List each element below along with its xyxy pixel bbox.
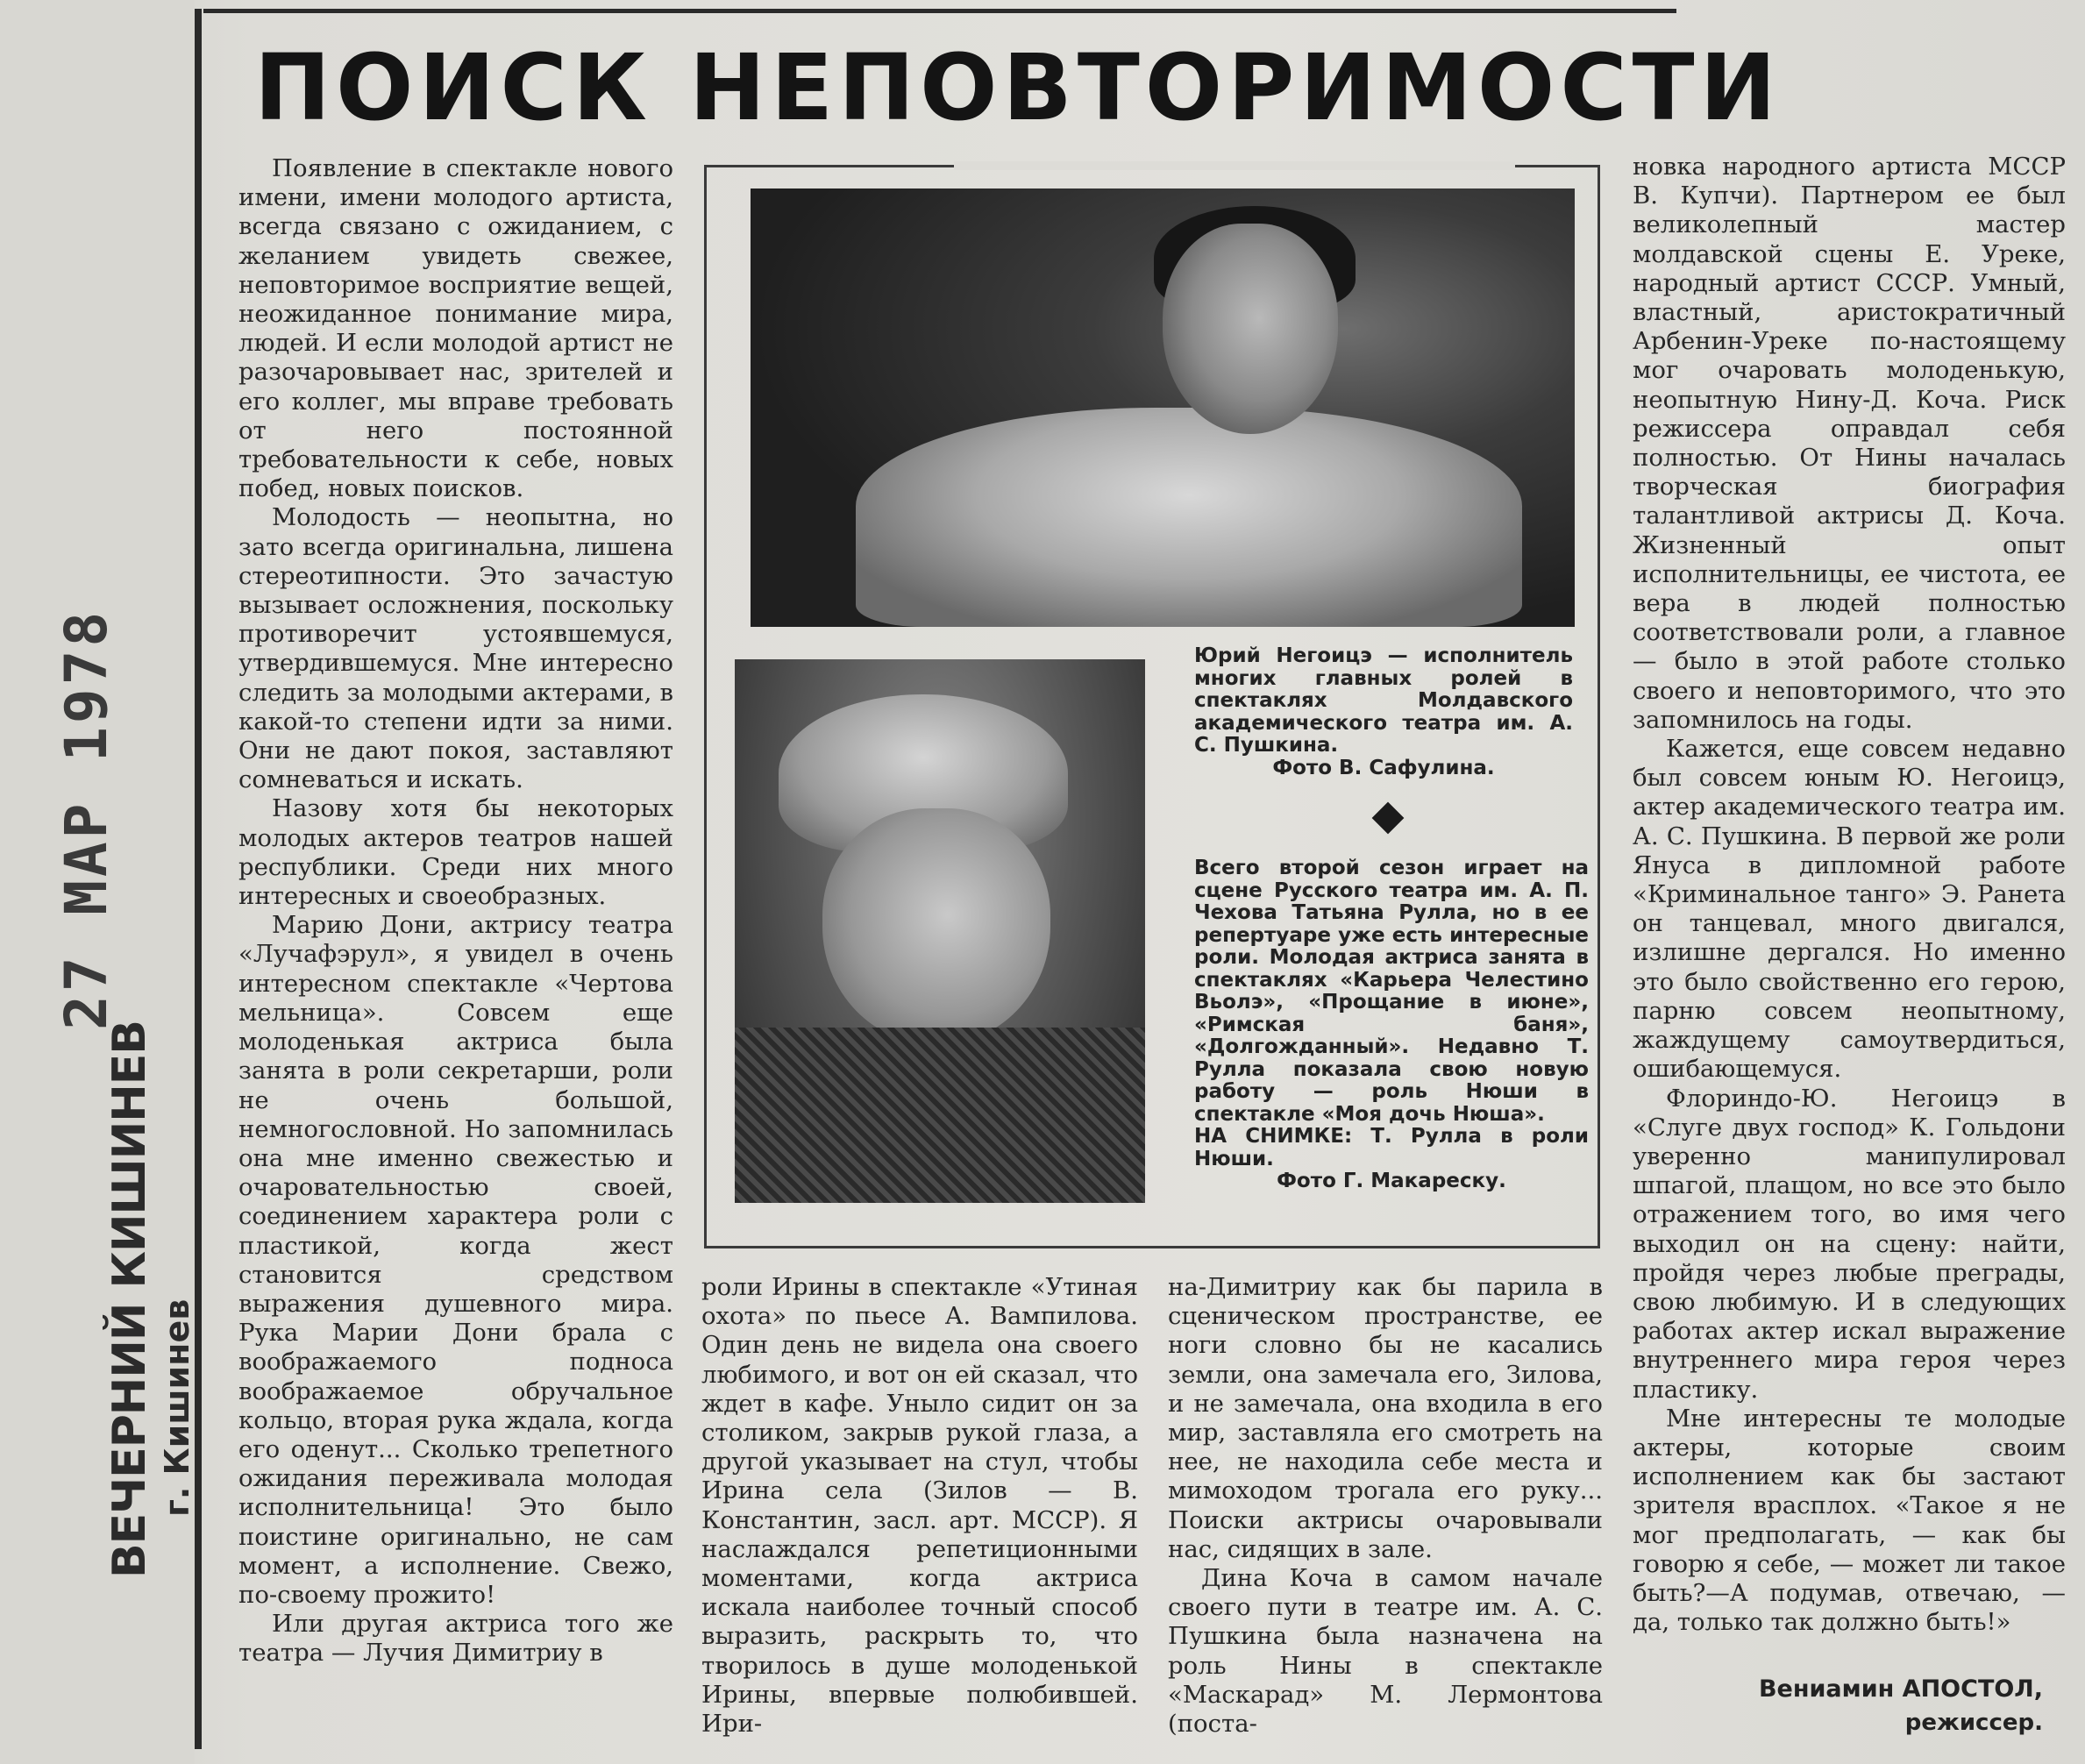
photo-figure-head	[1163, 224, 1338, 434]
article-column-2	[701, 1273, 1138, 1739]
paragraph: Молодость — неопытна, но зато всегда оригинальна, лишена стереотипности. Это зачастую вызывает осложнения, поскольку противоречит устоявшемуся, утвердившемуся. Мне интересно следить за молодыми актерами, в какой-то степени идти за ними. Они не дают покоя, заставляют сомневаться и искать.	[238, 503, 673, 794]
paragraph: Кажется, еще совсем недавно был совсем юным Ю. Негоицэ, актер академического театра им. А. С. Пушкина. В первой же роли Януса в дипломной работе «Криминальное танго» Э. Ранета он танцевал, много двигался, излишне дергался. Но именно это было свойственно его герою, парню совсем неопытному, жаждущему самоутвердиться, ошибающемуся.	[1633, 735, 2066, 1084]
photo-caption-1	[1194, 645, 1573, 779]
paragraph: Появление в спектакле нового имени, имени молодого артиста, всегда связано с ожиданием, с желанием увидеть свежее, неповторимое восприятие вещей, неожиданное понимание мира, людей. И если молодой артист не разочаровывает нас, зрителей и его коллег, мы вправе требовать от него постоянной требовательности к себе, новых побед, новых поисков.	[238, 154, 673, 503]
author-signature	[1710, 1673, 2043, 1739]
article-column-1	[238, 154, 673, 1668]
photo-caption-2	[1194, 857, 1589, 1193]
caption-text: Всего второй сезон играет на сцене Русского театра им. А. П. Чехова Татьяна Рулла, но в ее репертуаре уже есть интересные роли. Молодая актриса занята в спектаклях «Карьера Челестино Вьолэ», «Прощание в июне», «Римская баня», «Долгожданный». Недавно Т. Рулла показала свою новую работу — роль Нюши в спектакле «Моя дочь Нюша».	[1194, 857, 1589, 1126]
paragraph: новка народного артиста МССР В. Купчи). Партнером ее был великолепный мастер молдавской сцены Е. Уреке, народный артист СССР. Умный, властный, аристократичный Арбенин-Уреке по-настоящему мог очаровать молоденькую, неопытную Нину-Д. Коча. Риск режиссера оправдал себя полностью. От Нины началась творческая биография талантливой актрисы Д. Коча. Жизненный опыт исполнительницы, ее чистота, ее вера в людей полностью соответствовали роли, а главное — было в этой работе столько своего и неповторимого, что это запомнилось на годы.	[1633, 153, 2066, 734]
paragraph: Мне интересны те молодые актеры, которые своим исполнением как бы застают зрителя врасплох. «Такое я не мог предполагать, — как бы говорю я себе, — может ли такое быть?—А подумав, отвечаю, — да, только так должно быть!»	[1633, 1404, 2066, 1637]
photo-tatiana-rulla	[735, 659, 1145, 1203]
caption-text: Юрий Негоицэ — исполнитель многих главных ролей в спектаклях Молдавского академического театра им. А. С. Пушкина.	[1194, 644, 1573, 757]
article-headline: ПОИСК НЕПОВТОРИМОСТИ	[254, 34, 1782, 141]
paragraph: на-Димитриу как бы парила в сценическом пространстве, ее ноги словно бы не касались земли, она замечала его, Зилова, и не замечала, она входила в его мир, заставляла его смотреть на нее, не находила себе места и мимоходом трогала его руку... Поиски актрисы очаровывали нас, сидящих в зале.	[1168, 1273, 1603, 1563]
photo-figure-sweater	[735, 1028, 1145, 1203]
date-stamp: 27 МАР 1978	[53, 608, 120, 1030]
newspaper-city: г. Кишинев	[158, 1298, 196, 1517]
paragraph: роли Ирины в спектакле «Утиная охота» по пьесе А. Вампилова. Один день не видела она своего любимого, и вот он ей сказал, что ждет в кафе. Уныло сидит он за столиком, закрыв рукой глаза, а другой указывает на стул, чтобы Ирина села (Зилов — В. Константин, засл. арт. МССР). Я наслаждался репетиционными моментами, когда актриса искала наиболее точный способ выразить, раскрыть то, что творилось в душе молоденькой Ирины, впервые полюбившей. Ири-	[701, 1273, 1139, 1739]
paragraph: Флориндо-Ю. Негоицэ в «Слуге двух господ» К. Гольдони уверенно манипулировал шпагой, плащом, но все это было отражением того, во имя чего выходил он на сцену: найти, пройдя через любые преграды, свою любимую. И в следующих работах актер искал выражение внутреннего мира героя через пластику.	[1633, 1084, 2066, 1404]
photo-figure-face	[822, 808, 1050, 1045]
author-name: Вениамин АПОСТОЛ,	[1758, 1675, 2043, 1703]
newspaper-name: ВЕЧЕРНИЙ КИШИНЕВ	[103, 1021, 156, 1578]
photo-figure-shirt	[856, 408, 1522, 627]
paragraph: Или другая актриса того же театра — Лучия Димитриу в	[238, 1610, 673, 1668]
paragraph: Дина Коча в самом начале своего пути в театре им. А. С. Пушкина была назначена на роль Нины в спектакле «Маскарад» М. Лермонтова (поста-	[1168, 1564, 1603, 1739]
top-border-rule	[203, 9, 1676, 13]
frame-gap	[954, 161, 1515, 170]
paragraph: Назову хотя бы некоторых молодых актеров театров нашей республики. Среди них много интересных и своеобразных.	[238, 794, 673, 911]
caption-on-photo: НА СНИМКЕ: Т. Рулла в роли Нюши.	[1194, 1125, 1589, 1170]
photo-yuri-negoitse	[751, 188, 1575, 627]
photo-credit: Фото В. Сафулина.	[1272, 756, 1495, 779]
paragraph: Марию Дони, актрису театра «Лучафэрул», я увидел в очень интересном спектакле «Чертова мельница». Совсем еще молоденькая актриса была занята в роли секретарши, роли не очень большой, немногословной. Но запомнилась она мне именно свежестью и очаровательностью своей, соединением характера роли с пластикой, когда жест становится средством выражения душевного мира. Рука Марии Дони брала с воображаемого подноса воображаемое обручальное кольцо, вторая рука ждала, когда его оденут... Сколько трепетного ожидания переживала молодая исполнительница! Это было поистине оригинально, не сам момент, а исполнение. Свежо, по-своему прожито!	[238, 911, 673, 1609]
author-role: режиссер.	[1904, 1710, 2043, 1736]
article-column-4	[1633, 153, 2066, 1637]
article-column-3	[1168, 1273, 1603, 1739]
photo-credit: Фото Г. Макареску.	[1277, 1170, 1506, 1192]
